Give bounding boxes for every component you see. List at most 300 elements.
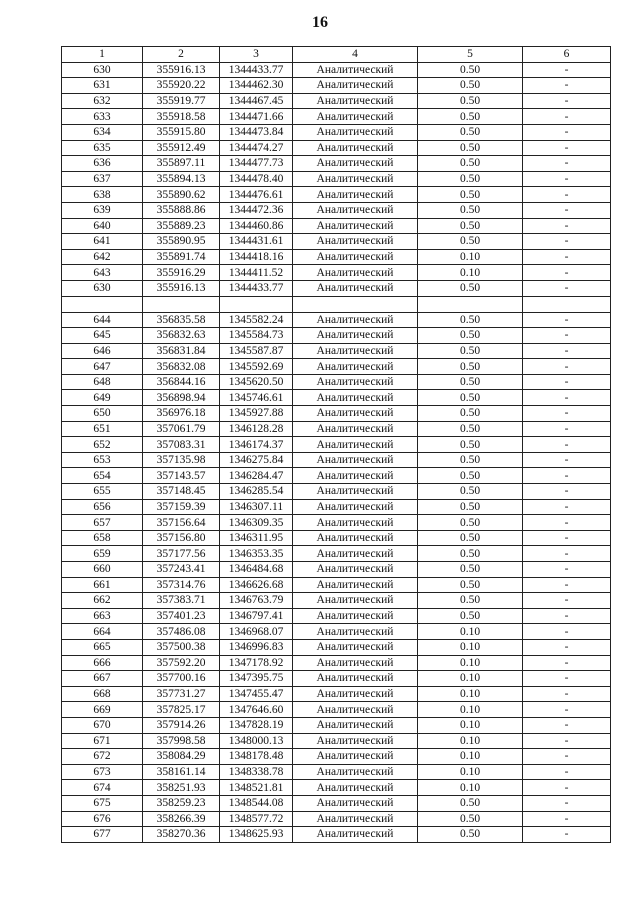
cell-point-number: 651 (62, 421, 143, 437)
cell-accuracy: 0.50 (418, 827, 523, 843)
table-body (62, 62, 611, 842)
cell-y-coordinate: 1347395.75 (220, 671, 293, 687)
cell-y-coordinate: 1344460.86 (220, 218, 293, 234)
cell-y-coordinate: 1348521.81 (220, 780, 293, 796)
cell-y-coordinate: 1344411.52 (220, 265, 293, 281)
cell-accuracy: 0.50 (418, 343, 523, 359)
cell-accuracy: 0.10 (418, 702, 523, 718)
cell-x-coordinate: 355916.13 (143, 280, 220, 296)
cell-x-coordinate: 355912.49 (143, 140, 220, 156)
table-row (62, 328, 611, 344)
cell-note (523, 296, 611, 312)
cell-x-coordinate: 357731.27 (143, 686, 220, 702)
cell-y-coordinate: 1345587.87 (220, 343, 293, 359)
cell-method: Аналитический (293, 546, 418, 562)
cell-x-coordinate: 357083.31 (143, 437, 220, 453)
cell-note: - (523, 530, 611, 546)
cell-point-number: 634 (62, 124, 143, 140)
cell-point-number: 636 (62, 156, 143, 172)
cell-note: - (523, 452, 611, 468)
cell-y-coordinate: 1347646.60 (220, 702, 293, 718)
table-row (62, 639, 611, 655)
cell-x-coordinate: 357135.98 (143, 452, 220, 468)
cell-point-number: 653 (62, 452, 143, 468)
cell-point-number: 638 (62, 187, 143, 203)
column-header-3: 3 (220, 47, 293, 63)
cell-accuracy: 0.50 (418, 202, 523, 218)
table-row (62, 577, 611, 593)
cell-note: - (523, 780, 611, 796)
cell-accuracy: 0.50 (418, 359, 523, 375)
cell-note: - (523, 421, 611, 437)
cell-accuracy: 0.10 (418, 780, 523, 796)
cell-point-number: 658 (62, 530, 143, 546)
cell-method: Аналитический (293, 577, 418, 593)
cell-note: - (523, 234, 611, 250)
cell-y-coordinate: 1346797.41 (220, 608, 293, 624)
cell-point-number: 641 (62, 234, 143, 250)
table-row (62, 280, 611, 296)
cell-y-coordinate: 1346275.84 (220, 452, 293, 468)
cell-method: Аналитический (293, 733, 418, 749)
cell-note: - (523, 671, 611, 687)
table-row (62, 671, 611, 687)
cell-accuracy: 0.10 (418, 764, 523, 780)
cell-y-coordinate: 1348338.78 (220, 764, 293, 780)
cell-point-number: 643 (62, 265, 143, 281)
table-row (62, 686, 611, 702)
cell-note: - (523, 639, 611, 655)
cell-accuracy: 0.50 (418, 406, 523, 422)
cell-method: Аналитический (293, 140, 418, 156)
cell-x-coordinate (143, 296, 220, 312)
cell-x-coordinate: 355890.62 (143, 187, 220, 203)
cell-point-number: 632 (62, 93, 143, 109)
cell-method: Аналитический (293, 452, 418, 468)
cell-accuracy: 0.10 (418, 639, 523, 655)
cell-x-coordinate: 357998.58 (143, 733, 220, 749)
table-row (62, 562, 611, 578)
cell-note: - (523, 406, 611, 422)
cell-note: - (523, 686, 611, 702)
cell-method: Аналитический (293, 655, 418, 671)
cell-y-coordinate: 1346309.35 (220, 515, 293, 531)
cell-accuracy: 0.50 (418, 562, 523, 578)
cell-note: - (523, 93, 611, 109)
cell-point-number: 645 (62, 328, 143, 344)
table-row (62, 109, 611, 125)
cell-x-coordinate: 356976.18 (143, 406, 220, 422)
cell-method: Аналитический (293, 562, 418, 578)
cell-note: - (523, 624, 611, 640)
cell-x-coordinate: 355889.23 (143, 218, 220, 234)
cell-accuracy: 0.50 (418, 530, 523, 546)
cell-note: - (523, 62, 611, 78)
cell-x-coordinate: 356835.58 (143, 312, 220, 328)
cell-x-coordinate: 358161.14 (143, 764, 220, 780)
cell-x-coordinate: 357156.80 (143, 530, 220, 546)
cell-note: - (523, 156, 611, 172)
cell-point-number: 637 (62, 171, 143, 187)
cell-note: - (523, 827, 611, 843)
cell-accuracy: 0.50 (418, 156, 523, 172)
cell-y-coordinate: 1346311.95 (220, 530, 293, 546)
cell-y-coordinate: 1344473.84 (220, 124, 293, 140)
table-row (62, 702, 611, 718)
cell-point-number: 646 (62, 343, 143, 359)
cell-note: - (523, 390, 611, 406)
cell-accuracy: 0.50 (418, 468, 523, 484)
cell-method: Аналитический (293, 827, 418, 843)
cell-point-number: 677 (62, 827, 143, 843)
cell-method: Аналитический (293, 390, 418, 406)
cell-method: Аналитический (293, 686, 418, 702)
cell-point-number (62, 296, 143, 312)
cell-x-coordinate: 357061.79 (143, 421, 220, 437)
cell-method: Аналитический (293, 811, 418, 827)
table-row (62, 717, 611, 733)
cell-accuracy: 0.50 (418, 62, 523, 78)
cell-point-number: 656 (62, 499, 143, 515)
cell-method: Аналитический (293, 437, 418, 453)
cell-method (293, 296, 418, 312)
cell-method: Аналитический (293, 749, 418, 765)
cell-note: - (523, 78, 611, 94)
cell-method: Аналитический (293, 608, 418, 624)
table-header-row (62, 47, 611, 63)
cell-method: Аналитический (293, 171, 418, 187)
cell-accuracy: 0.50 (418, 124, 523, 140)
cell-accuracy: 0.50 (418, 421, 523, 437)
table-row (62, 749, 611, 765)
cell-accuracy: 0.50 (418, 546, 523, 562)
cell-point-number: 671 (62, 733, 143, 749)
cell-point-number: 662 (62, 593, 143, 609)
cell-y-coordinate: 1348577.72 (220, 811, 293, 827)
cell-point-number: 630 (62, 62, 143, 78)
cell-point-number: 676 (62, 811, 143, 827)
cell-accuracy: 0.10 (418, 655, 523, 671)
cell-accuracy: 0.10 (418, 733, 523, 749)
cell-note: - (523, 717, 611, 733)
cell-method: Аналитический (293, 343, 418, 359)
cell-accuracy (418, 296, 523, 312)
cell-accuracy: 0.50 (418, 437, 523, 453)
cell-note: - (523, 249, 611, 265)
cell-method: Аналитический (293, 265, 418, 281)
cell-point-number: 675 (62, 795, 143, 811)
cell-accuracy: 0.50 (418, 109, 523, 125)
column-header-2: 2 (143, 47, 220, 63)
table-row (62, 296, 611, 312)
cell-x-coordinate: 357159.39 (143, 499, 220, 515)
cell-method: Аналитический (293, 795, 418, 811)
table-row (62, 780, 611, 796)
cell-point-number: 674 (62, 780, 143, 796)
cell-x-coordinate: 356832.08 (143, 359, 220, 375)
cell-method: Аналитический (293, 374, 418, 390)
cell-note: - (523, 187, 611, 203)
cell-point-number: 647 (62, 359, 143, 375)
cell-y-coordinate: 1344467.45 (220, 93, 293, 109)
cell-note: - (523, 749, 611, 765)
cell-y-coordinate (220, 296, 293, 312)
cell-point-number: 642 (62, 249, 143, 265)
cell-note: - (523, 733, 611, 749)
table-row (62, 764, 611, 780)
cell-y-coordinate: 1346174.37 (220, 437, 293, 453)
table-row (62, 390, 611, 406)
cell-y-coordinate: 1344471.66 (220, 109, 293, 125)
cell-method: Аналитический (293, 359, 418, 375)
cell-y-coordinate: 1346285.54 (220, 484, 293, 500)
cell-method: Аналитический (293, 499, 418, 515)
cell-note: - (523, 484, 611, 500)
cell-note: - (523, 577, 611, 593)
cell-accuracy: 0.10 (418, 749, 523, 765)
cell-y-coordinate: 1344433.77 (220, 62, 293, 78)
cell-point-number: 659 (62, 546, 143, 562)
cell-point-number: 631 (62, 78, 143, 94)
cell-accuracy: 0.50 (418, 374, 523, 390)
cell-note: - (523, 171, 611, 187)
cell-accuracy: 0.50 (418, 93, 523, 109)
cell-accuracy: 0.50 (418, 234, 523, 250)
cell-note: - (523, 359, 611, 375)
cell-method: Аналитический (293, 468, 418, 484)
cell-note: - (523, 499, 611, 515)
cell-point-number: 670 (62, 717, 143, 733)
column-header-4: 4 (293, 47, 418, 63)
cell-point-number: 633 (62, 109, 143, 125)
cell-method: Аналитический (293, 156, 418, 172)
cell-accuracy: 0.50 (418, 328, 523, 344)
cell-note: - (523, 593, 611, 609)
table-row (62, 359, 611, 375)
table-row (62, 811, 611, 827)
cell-note: - (523, 811, 611, 827)
cell-note: - (523, 608, 611, 624)
cell-accuracy: 0.50 (418, 593, 523, 609)
cell-point-number: 657 (62, 515, 143, 531)
table-row (62, 78, 611, 94)
cell-y-coordinate: 1344478.40 (220, 171, 293, 187)
cell-accuracy: 0.50 (418, 608, 523, 624)
column-header-5: 5 (418, 47, 523, 63)
cell-point-number: 668 (62, 686, 143, 702)
cell-x-coordinate: 355894.13 (143, 171, 220, 187)
cell-x-coordinate: 356832.63 (143, 328, 220, 344)
cell-x-coordinate: 357401.23 (143, 608, 220, 624)
table-row (62, 546, 611, 562)
cell-method: Аналитический (293, 530, 418, 546)
cell-point-number: 635 (62, 140, 143, 156)
cell-note: - (523, 374, 611, 390)
cell-point-number: 663 (62, 608, 143, 624)
table-row (62, 484, 611, 500)
table-row (62, 530, 611, 546)
cell-y-coordinate: 1344431.61 (220, 234, 293, 250)
table-row (62, 249, 611, 265)
cell-point-number: 652 (62, 437, 143, 453)
cell-x-coordinate: 357914.26 (143, 717, 220, 733)
cell-x-coordinate: 355890.95 (143, 234, 220, 250)
cell-x-coordinate: 356844.16 (143, 374, 220, 390)
cell-x-coordinate: 355897.11 (143, 156, 220, 172)
table-row (62, 171, 611, 187)
cell-x-coordinate: 357177.56 (143, 546, 220, 562)
cell-y-coordinate: 1344433.77 (220, 280, 293, 296)
cell-x-coordinate: 357156.64 (143, 515, 220, 531)
cell-point-number: 664 (62, 624, 143, 640)
cell-y-coordinate: 1344474.27 (220, 140, 293, 156)
cell-accuracy: 0.50 (418, 218, 523, 234)
cell-note: - (523, 218, 611, 234)
table-row (62, 515, 611, 531)
cell-x-coordinate: 357314.76 (143, 577, 220, 593)
cell-method: Аналитический (293, 639, 418, 655)
page-number: 16 (312, 14, 328, 31)
cell-y-coordinate: 1348625.93 (220, 827, 293, 843)
column-header-1: 1 (62, 47, 143, 63)
cell-accuracy: 0.50 (418, 312, 523, 328)
cell-x-coordinate: 355919.77 (143, 93, 220, 109)
table-row (62, 608, 611, 624)
cell-accuracy: 0.50 (418, 811, 523, 827)
table-row (62, 234, 611, 250)
cell-point-number: 655 (62, 484, 143, 500)
cell-y-coordinate: 1347178.92 (220, 655, 293, 671)
cell-accuracy: 0.10 (418, 624, 523, 640)
cell-y-coordinate: 1344462.30 (220, 78, 293, 94)
cell-x-coordinate: 355916.29 (143, 265, 220, 281)
cell-note: - (523, 702, 611, 718)
cell-x-coordinate: 358084.29 (143, 749, 220, 765)
table-row (62, 202, 611, 218)
table-row (62, 795, 611, 811)
cell-x-coordinate: 357486.08 (143, 624, 220, 640)
table-row (62, 312, 611, 328)
cell-x-coordinate: 355915.80 (143, 124, 220, 140)
cell-accuracy: 0.50 (418, 515, 523, 531)
cell-accuracy: 0.50 (418, 484, 523, 500)
cell-note: - (523, 140, 611, 156)
cell-method: Аналитический (293, 218, 418, 234)
cell-accuracy: 0.50 (418, 577, 523, 593)
cell-y-coordinate: 1345592.69 (220, 359, 293, 375)
coordinates-table (61, 46, 611, 843)
cell-point-number: 666 (62, 655, 143, 671)
column-header-6: 6 (523, 47, 611, 63)
table-row (62, 343, 611, 359)
cell-note: - (523, 468, 611, 484)
cell-method: Аналитический (293, 702, 418, 718)
cell-y-coordinate: 1346353.35 (220, 546, 293, 562)
cell-y-coordinate: 1345582.24 (220, 312, 293, 328)
cell-x-coordinate: 357500.38 (143, 639, 220, 655)
cell-note: - (523, 515, 611, 531)
cell-point-number: 644 (62, 312, 143, 328)
cell-accuracy: 0.50 (418, 171, 523, 187)
cell-x-coordinate: 355891.74 (143, 249, 220, 265)
cell-y-coordinate: 1345584.73 (220, 328, 293, 344)
cell-method: Аналитический (293, 280, 418, 296)
cell-method: Аналитический (293, 187, 418, 203)
cell-y-coordinate: 1346307.11 (220, 499, 293, 515)
table-row (62, 437, 611, 453)
cell-accuracy: 0.10 (418, 671, 523, 687)
cell-note: - (523, 109, 611, 125)
cell-note: - (523, 655, 611, 671)
cell-y-coordinate: 1346763.79 (220, 593, 293, 609)
cell-y-coordinate: 1346284.47 (220, 468, 293, 484)
cell-x-coordinate: 355888.86 (143, 202, 220, 218)
cell-accuracy: 0.50 (418, 795, 523, 811)
cell-y-coordinate: 1348544.08 (220, 795, 293, 811)
cell-x-coordinate: 358251.93 (143, 780, 220, 796)
cell-method: Аналитический (293, 249, 418, 265)
cell-x-coordinate: 356831.84 (143, 343, 220, 359)
cell-x-coordinate: 358259.23 (143, 795, 220, 811)
cell-y-coordinate: 1346996.83 (220, 639, 293, 655)
cell-method: Аналитический (293, 764, 418, 780)
table-row (62, 93, 611, 109)
cell-accuracy: 0.50 (418, 187, 523, 203)
cell-note: - (523, 795, 611, 811)
cell-note: - (523, 437, 611, 453)
cell-x-coordinate: 358266.39 (143, 811, 220, 827)
cell-point-number: 672 (62, 749, 143, 765)
cell-accuracy: 0.10 (418, 265, 523, 281)
cell-method: Аналитический (293, 780, 418, 796)
cell-accuracy: 0.50 (418, 499, 523, 515)
cell-x-coordinate: 357383.71 (143, 593, 220, 609)
table-row (62, 733, 611, 749)
table-row (62, 62, 611, 78)
table-row (62, 140, 611, 156)
cell-point-number: 661 (62, 577, 143, 593)
cell-point-number: 667 (62, 671, 143, 687)
cell-accuracy: 0.50 (418, 280, 523, 296)
cell-method: Аналитический (293, 593, 418, 609)
cell-point-number: 650 (62, 406, 143, 422)
table-row (62, 655, 611, 671)
table-row (62, 499, 611, 515)
cell-note: - (523, 312, 611, 328)
cell-y-coordinate: 1345620.50 (220, 374, 293, 390)
cell-y-coordinate: 1348000.13 (220, 733, 293, 749)
cell-method: Аналитический (293, 515, 418, 531)
cell-accuracy: 0.10 (418, 686, 523, 702)
cell-note: - (523, 328, 611, 344)
cell-y-coordinate: 1344477.73 (220, 156, 293, 172)
cell-method: Аналитический (293, 484, 418, 500)
cell-note: - (523, 280, 611, 296)
cell-x-coordinate: 355916.13 (143, 62, 220, 78)
cell-y-coordinate: 1348178.48 (220, 749, 293, 765)
cell-method: Аналитический (293, 109, 418, 125)
cell-x-coordinate: 355920.22 (143, 78, 220, 94)
cell-accuracy: 0.50 (418, 140, 523, 156)
cell-y-coordinate: 1346484.68 (220, 562, 293, 578)
cell-note: - (523, 546, 611, 562)
table-row (62, 827, 611, 843)
cell-x-coordinate: 357592.20 (143, 655, 220, 671)
cell-point-number: 654 (62, 468, 143, 484)
cell-point-number: 648 (62, 374, 143, 390)
cell-point-number: 649 (62, 390, 143, 406)
cell-method: Аналитический (293, 93, 418, 109)
